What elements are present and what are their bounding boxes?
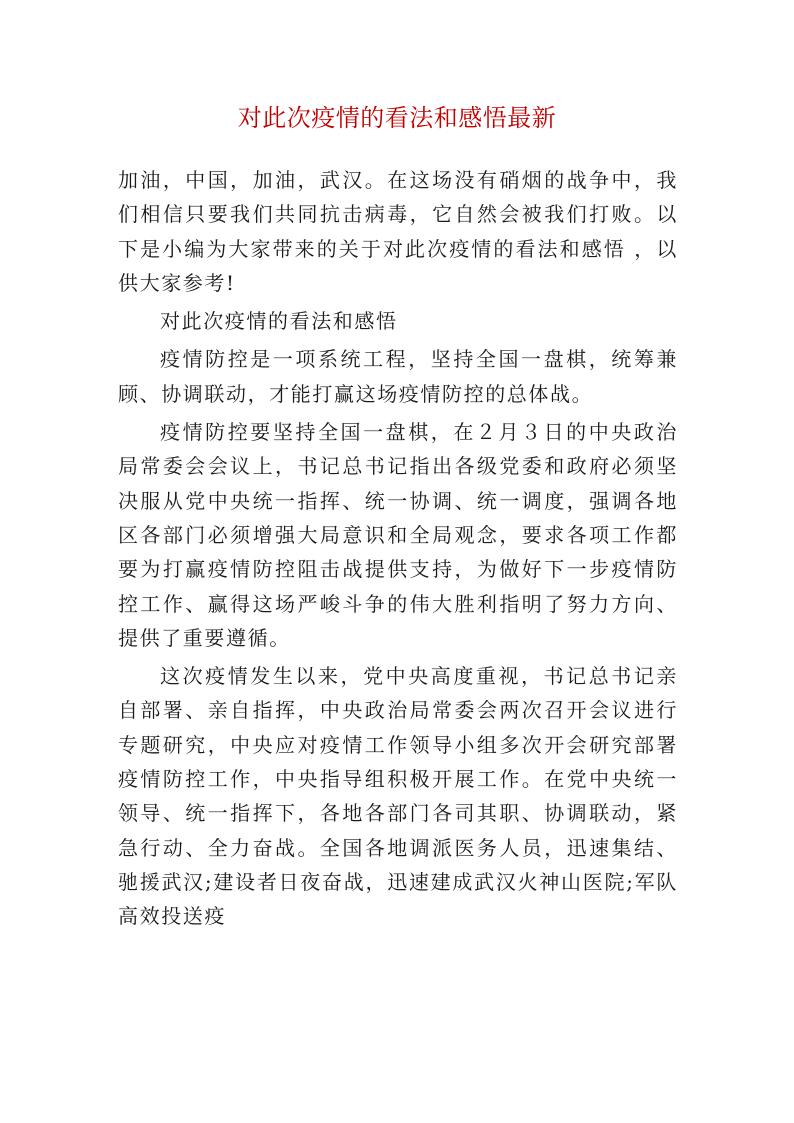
document-body	[118, 163, 678, 934]
document-title: 对此次疫情的看法和感悟最新	[237, 104, 557, 132]
intro-paragraph: 加油，中国，加油，武汉。在这场没有硝烟的战争中，我们相信只要我们共同抗击病毒，它自然会被我们打败。以下是小编为大家带来的关于对此次疫情的看法和感悟 ，以供大家参考!	[118, 168, 678, 295]
body-paragraph: 疫情防控是一项系统工程，坚持全国一盘棋，统筹兼顾、协调联动，才能打赢这场疫情防控的总体战。	[118, 347, 678, 406]
section-heading: 对此次疫情的看法和感悟	[160, 309, 398, 334]
body-paragraph: 这次疫情发生以来，党中央高度重视，书记总书记亲自部署、亲自指挥，中央政治局常委会两次召开会议进行专题研究，中央应对疫情工作领导小组多次开会研究部署疫情防控工作，中央指导组积极开展工作。在党中央统一领导、统一指挥下，各地各部门各司其职、协调联动，紧急行动、全力奋战。全国各地调派医务人员，迅速集结、驰援武汉;建设者日夜奋战，迅速建成武汉火神山医院;军队高效投送疫	[118, 664, 678, 929]
body-paragraph: 疫情防控要坚持全国一盘棋，在２月３日的中央政治局常委会会议上，书记总书记指出各级党委和政府必须坚决服从党中央统一指挥、统一协调、统一调度，强调各地区各部门必须增强大局意识和全局观念，要求各项工作都要为打赢疫情防控阻击战提供支持，为做好下一步疫情防控工作、赢得这场严峻斗争的伟大胜利指明了努力方向、提供了重要遵循。	[118, 420, 678, 650]
